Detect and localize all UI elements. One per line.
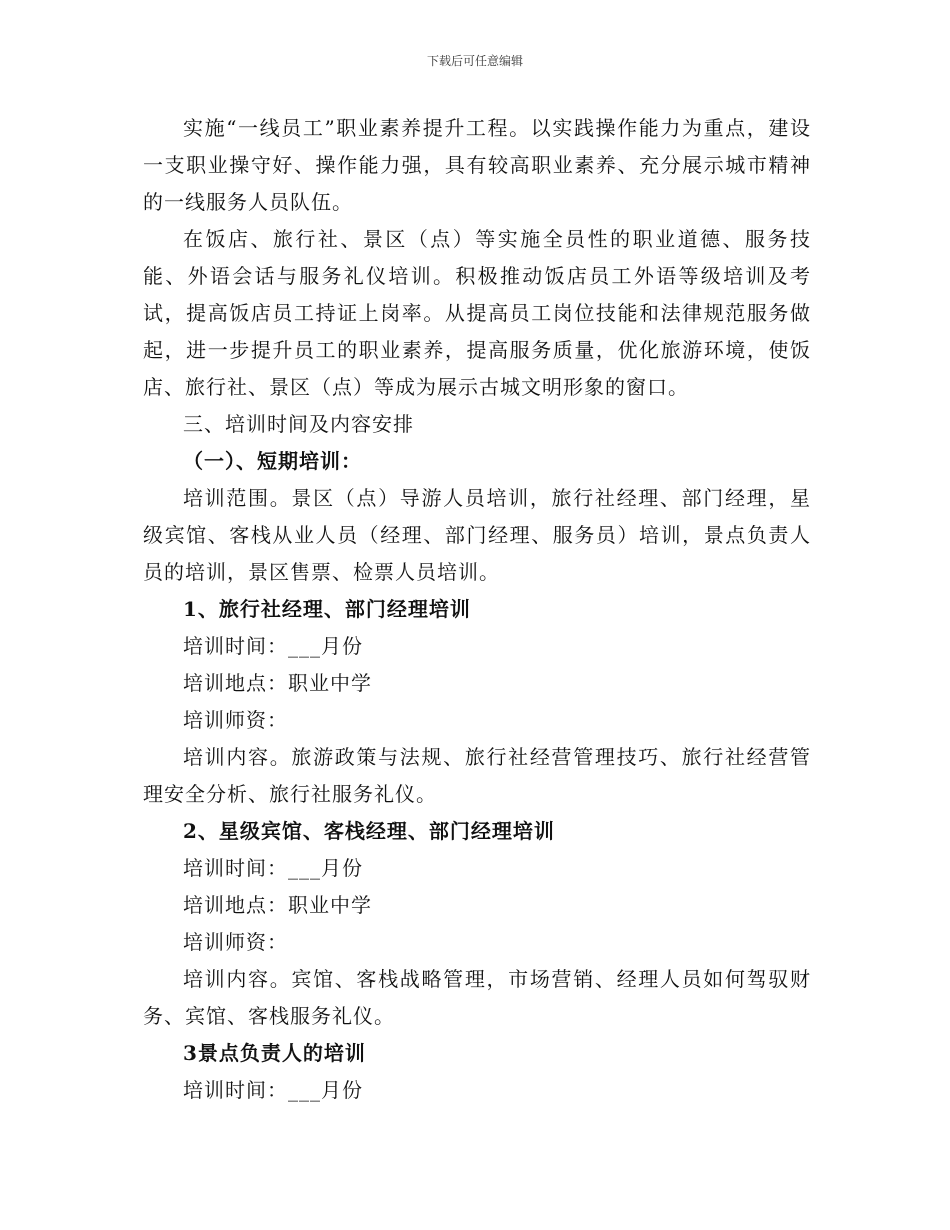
item-heading: 1、旅行社经理、部门经理培训 (183, 597, 471, 621)
subsection-heading: （一）、短期培训： (183, 449, 362, 473)
document-body (143, 110, 811, 1109)
item-heading: 3景点负责人的培训 (183, 1041, 366, 1065)
paragraph: 在饭店、旅行社、景区（点）等实施全员性的职业道德、服务技能、外语会话与服务礼仪培训。积极推动饭店员工外语等级培训及考试，提高饭店员工持证上岗率。从提高员工岗位技能和法律规范服务做起，进一步提升员工的职业素养，提高服务质量，优化旅游环境，使饭店、旅行社、景区（点）等成为展示古城文明形象的窗口。 (143, 227, 811, 399)
section-heading: 三、培训时间及内容安排 (183, 412, 414, 436)
training-faculty: 培训师资： (183, 708, 288, 732)
training-content: 培训内容。旅游政策与法规、旅行社经营管理技巧、旅行社经营管理安全分析、旅行社服务礼仪。 (143, 745, 811, 806)
page-header: 下载后可任意编辑 (426, 54, 523, 68)
training-time: 培训时间：___月份 (183, 856, 363, 880)
training-faculty: 培训师资： (183, 930, 288, 954)
training-content: 培训内容。宾馆、客栈战略管理，市场营销、经理人员如何驾驭财务、宾馆、客栈服务礼仪。 (143, 967, 811, 1028)
item-heading: 2、星级宾馆、客栈经理、部门经理培训 (183, 819, 555, 843)
training-time: 培训时间：___月份 (183, 1078, 363, 1102)
training-time: 培训时间：___月份 (183, 634, 363, 658)
paragraph: 培训范围。景区（点）导游人员培训，旅行社经理、部门经理，星级宾馆、客栈从业人员（经理、部门经理、服务员）培训，景点负责人员的培训，景区售票、检票人员培训。 (143, 486, 811, 584)
training-location: 培训地点：职业中学 (183, 671, 372, 695)
training-location: 培训地点：职业中学 (183, 893, 372, 917)
paragraph: 实施“一线员工”职业素养提升工程。以实践操作能力为重点，建设一支职业操守好、操作能力强，具有较高职业素养、充分展示城市精神的一线服务人员队伍。 (143, 116, 811, 214)
